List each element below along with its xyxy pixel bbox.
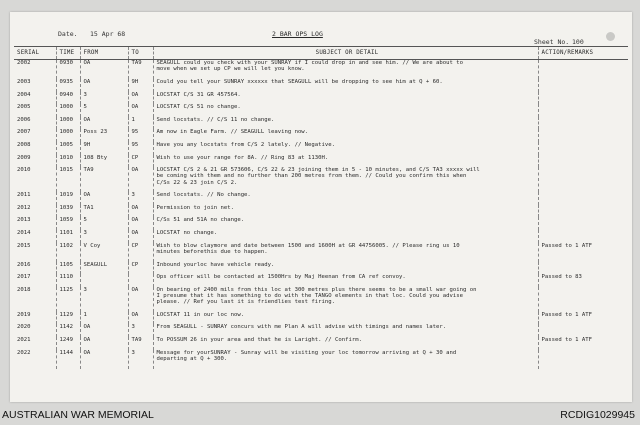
cell-from: OA xyxy=(80,324,128,337)
sheet-label: Sheet No. xyxy=(534,38,570,46)
table-row xyxy=(14,117,628,130)
cell-from: 5 xyxy=(80,104,128,117)
cell-detail xyxy=(153,167,538,192)
cell-action xyxy=(538,192,628,205)
table-row xyxy=(14,350,628,369)
detail-line: Message for yourSUNRAY - Sunray will be visiting your loc tomorrow arriving at Q + 30 and xyxy=(156,349,457,356)
col-serial: SERIAL xyxy=(14,47,56,60)
cell-from: OA xyxy=(80,60,128,80)
detail-line: C/Ss 22 & 23 join C/S 2. xyxy=(156,179,238,186)
table-row xyxy=(14,142,628,155)
detail-line: minutes beforethis due to happen. xyxy=(156,248,268,255)
detail-line: please. // Ref you last it is friendlies test firing. xyxy=(156,299,335,306)
cell-action: Passed to 1 ATF xyxy=(541,242,593,249)
cell-time: 1129 xyxy=(56,312,80,325)
cell-detail xyxy=(153,129,538,142)
cell-from: 3 xyxy=(80,287,128,312)
date-label: Date. xyxy=(58,30,78,38)
col-detail: SUBJECT OR DETAIL xyxy=(153,47,538,60)
cell-detail xyxy=(153,262,538,275)
cell-serial: 2016 xyxy=(14,262,56,275)
detail-line: departing at Q + 300. xyxy=(156,355,228,362)
cell-serial: 2017 xyxy=(14,274,56,287)
cell-time: 1142 xyxy=(56,324,80,337)
detail-line: Have you any locstats from C/S 2 lately. // Negative. xyxy=(156,141,335,148)
col-action: ACTION/REMARKS xyxy=(538,47,628,60)
cell-serial: 2021 xyxy=(14,337,56,350)
detail-line: LOCSTAT no change. xyxy=(156,229,218,236)
cell-serial: 2014 xyxy=(14,230,56,243)
detail-line: LOCSTAT 11 in our loc now. xyxy=(156,311,245,318)
cell-action xyxy=(538,129,628,142)
cell-action: Passed to 1 ATF xyxy=(541,311,593,318)
detail-line: move when we set up CP we will let you know. xyxy=(156,66,305,73)
cell-action xyxy=(538,230,628,243)
cell-serial: 2010 xyxy=(14,167,56,192)
cell-time: 0930 xyxy=(56,60,80,80)
cell-detail xyxy=(153,243,538,262)
cell-to: OA xyxy=(128,287,153,312)
cell-to: CP xyxy=(128,243,153,262)
cell-to: OA xyxy=(128,104,153,117)
cell-time: 1000 xyxy=(56,117,80,130)
cell-from: TA1 xyxy=(80,205,128,218)
cell-action xyxy=(538,350,628,369)
cell-serial: 2008 xyxy=(14,142,56,155)
cell-to: 95 xyxy=(128,129,153,142)
cell-time: 0935 xyxy=(56,79,80,92)
cell-from: V Coy xyxy=(80,243,128,262)
footer-id: RCDIG1029945 xyxy=(560,409,635,421)
cell-to: CP xyxy=(128,262,153,275)
table-row xyxy=(14,230,628,243)
cell-time: 1249 xyxy=(56,337,80,350)
cell-serial: 2005 xyxy=(14,104,56,117)
cell-action: Passed to 1 ATF xyxy=(541,336,593,343)
detail-line: be coming with them and no further than 200 metres from them. // Could you confirm this when xyxy=(156,173,467,180)
cell-action xyxy=(538,324,628,337)
sheet-value: 100 xyxy=(572,38,584,46)
detail-line: LOCSTAT C/S 51 no change. xyxy=(156,104,241,111)
detail-line: To POSSUM 26 in your area and that he is Laright. // Confirm. xyxy=(156,336,362,343)
cell-to: OA xyxy=(128,205,153,218)
detail-line: Wish to blow claymore and date between 1500 and 1600H at GR 44756005. // Please ring us 10 xyxy=(156,242,460,249)
table-row xyxy=(14,129,628,142)
cell-detail xyxy=(153,104,538,117)
date-value: 15 Apr 68 xyxy=(90,30,126,38)
cell-detail xyxy=(153,92,538,105)
cell-from: SEAGULL xyxy=(80,262,128,275)
cell-action xyxy=(538,142,628,155)
detail-line: LOCSTAT C/S 2 & 21 GR 573606, C/S 22 & 23 joining them in 5 - 10 minutes, and C/S TA3 xxxxx will xyxy=(156,167,480,174)
cell-time: 1102 xyxy=(56,243,80,262)
table-row xyxy=(14,324,628,337)
cell-action: Passed to 83 xyxy=(541,274,582,281)
cell-to: 3 xyxy=(128,350,153,369)
detail-line: Ops officer will be contacted at 1500Hrs by Maj Heenan from CA ref convoy. xyxy=(156,274,406,281)
cell-from: 5 xyxy=(80,217,128,230)
cell-to: 3 xyxy=(128,324,153,337)
table-row xyxy=(14,287,628,312)
detail-line: On bearing of 2400 mils from this loc at 300 metres plus there seems to be a small war going on xyxy=(156,286,477,293)
table-row xyxy=(14,155,628,168)
cell-action xyxy=(538,167,628,192)
table-row xyxy=(14,337,628,350)
table-row xyxy=(14,217,628,230)
cell-serial: 2022 xyxy=(14,350,56,369)
cell-from: 1 xyxy=(80,312,128,325)
detail-line: C/Ss 51 and 51A no change. xyxy=(156,217,245,224)
cell-detail xyxy=(153,142,538,155)
table-row xyxy=(14,79,628,92)
cell-from: OA xyxy=(80,337,128,350)
cell-to: TA9 xyxy=(128,60,153,80)
col-to: TO xyxy=(128,47,153,60)
cell-serial: 2011 xyxy=(14,192,56,205)
cell-from: OA xyxy=(80,192,128,205)
cell-action xyxy=(538,155,628,168)
cell-time: 1101 xyxy=(56,230,80,243)
cell-detail xyxy=(153,324,538,337)
cell-to: 3 xyxy=(128,192,153,205)
log-table xyxy=(14,46,628,369)
punch-hole xyxy=(606,32,615,41)
detail-line: Permission to join net. xyxy=(156,204,234,211)
cell-detail xyxy=(153,312,538,325)
table-row xyxy=(14,205,628,218)
table-row xyxy=(14,104,628,117)
cell-from: 3 xyxy=(80,92,128,105)
cell-serial: 2015 xyxy=(14,243,56,262)
cell-serial: 2012 xyxy=(14,205,56,218)
detail-line: SEAGULL could you check with your SUNRAY if I could drop in and see him. // We are about to xyxy=(156,60,463,66)
cell-action xyxy=(538,92,628,105)
table-row xyxy=(14,192,628,205)
table-row xyxy=(14,60,628,80)
cell-time: 1144 xyxy=(56,350,80,369)
cell-time: 1110 xyxy=(56,274,80,287)
cell-time: 1015 xyxy=(56,167,80,192)
cell-detail xyxy=(153,274,538,287)
detail-line: Wish to use your range for 8A. // Ring 83 at 1130H. xyxy=(156,154,329,161)
table-row xyxy=(14,92,628,105)
cell-from xyxy=(80,274,128,287)
cell-detail xyxy=(153,192,538,205)
cell-time: 1125 xyxy=(56,287,80,312)
cell-action xyxy=(538,287,628,312)
cell-to: OA xyxy=(128,92,153,105)
cell-from: 3 xyxy=(80,230,128,243)
detail-line: Am now in Eagle Farm. // SEAGULL leaving now. xyxy=(156,129,309,136)
cell-action xyxy=(538,217,628,230)
log-sheet xyxy=(10,12,632,402)
cell-time: 0940 xyxy=(56,92,80,105)
cell-detail xyxy=(153,287,538,312)
cell-from: OA xyxy=(80,117,128,130)
cell-action xyxy=(538,79,628,92)
cell-action xyxy=(538,104,628,117)
cell-serial: 2003 xyxy=(14,79,56,92)
detail-line: Send locstats. // No change. xyxy=(156,192,251,199)
footer-credit: AUSTRALIAN WAR MEMORIAL xyxy=(2,409,154,421)
cell-time: 1039 xyxy=(56,205,80,218)
detail-line: I presume that it has something to do with the TANGO elements in that loc. Could you advise xyxy=(156,293,463,300)
cell-to: OA xyxy=(128,217,153,230)
cell-serial: 2013 xyxy=(14,217,56,230)
cell-time: 1010 xyxy=(56,155,80,168)
detail-line: Could you tell your SUNRAY xxxxxx that SEAGULL will be dropping to see him at Q + 60. xyxy=(156,79,443,85)
cell-serial: 2006 xyxy=(14,117,56,130)
cell-serial: 2020 xyxy=(14,324,56,337)
cell-from: TA9 xyxy=(80,167,128,192)
cell-to: OA xyxy=(128,230,153,243)
cell-action xyxy=(538,262,628,275)
cell-from: 9H xyxy=(80,142,128,155)
cell-to: OA xyxy=(128,312,153,325)
table-row xyxy=(14,243,628,262)
cell-detail xyxy=(153,155,538,168)
cell-serial: 2004 xyxy=(14,92,56,105)
cell-serial: 2007 xyxy=(14,129,56,142)
cell-to: 95 xyxy=(128,142,153,155)
cell-detail xyxy=(153,230,538,243)
cell-to xyxy=(128,274,153,287)
cell-serial: 2002 xyxy=(14,60,56,80)
cell-action xyxy=(538,205,628,218)
col-time: TIME xyxy=(56,47,80,60)
table-row xyxy=(14,262,628,275)
detail-line: Inbound yourloc have vehicle ready. xyxy=(156,261,275,268)
log-title: 2 BAR OPS LOG xyxy=(272,30,323,38)
cell-from: OA xyxy=(80,79,128,92)
cell-serial: 2009 xyxy=(14,155,56,168)
cell-detail xyxy=(153,337,538,350)
cell-time: 1019 xyxy=(56,192,80,205)
cell-serial: 2018 xyxy=(14,287,56,312)
cell-action xyxy=(538,60,628,80)
cell-to: CP xyxy=(128,155,153,168)
detail-line: LOCSTAT C/S 31 GR 457564. xyxy=(156,91,241,98)
cell-detail xyxy=(153,205,538,218)
detail-line: From SEAGULL - SUNRAY concurs with me Plan A will advise with timings and names later. xyxy=(156,324,447,331)
cell-to: 1 xyxy=(128,117,153,130)
cell-detail xyxy=(153,117,538,130)
cell-detail xyxy=(153,350,538,369)
cell-from: Poss 23 xyxy=(80,129,128,142)
cell-serial: 2019 xyxy=(14,312,56,325)
table-row xyxy=(14,274,628,287)
cell-to: TA9 xyxy=(128,337,153,350)
cell-to: 9H xyxy=(128,79,153,92)
detail-line: Send locstats. // C/S 11 no change. xyxy=(156,116,275,123)
cell-action xyxy=(538,117,628,130)
table-row xyxy=(14,167,628,192)
cell-from: 108 Bty xyxy=(80,155,128,168)
header-row xyxy=(14,47,628,60)
col-from: FROM xyxy=(80,47,128,60)
cell-time: 1059 xyxy=(56,217,80,230)
cell-from: OA xyxy=(80,350,128,369)
cell-time: 1000 xyxy=(56,104,80,117)
cell-time: 1005 xyxy=(56,142,80,155)
cell-to: OA xyxy=(128,167,153,192)
cell-detail xyxy=(153,79,538,92)
cell-detail xyxy=(153,217,538,230)
cell-time: 1000 xyxy=(56,129,80,142)
cell-time: 1105 xyxy=(56,262,80,275)
table-row xyxy=(14,312,628,325)
cell-detail xyxy=(153,60,538,80)
